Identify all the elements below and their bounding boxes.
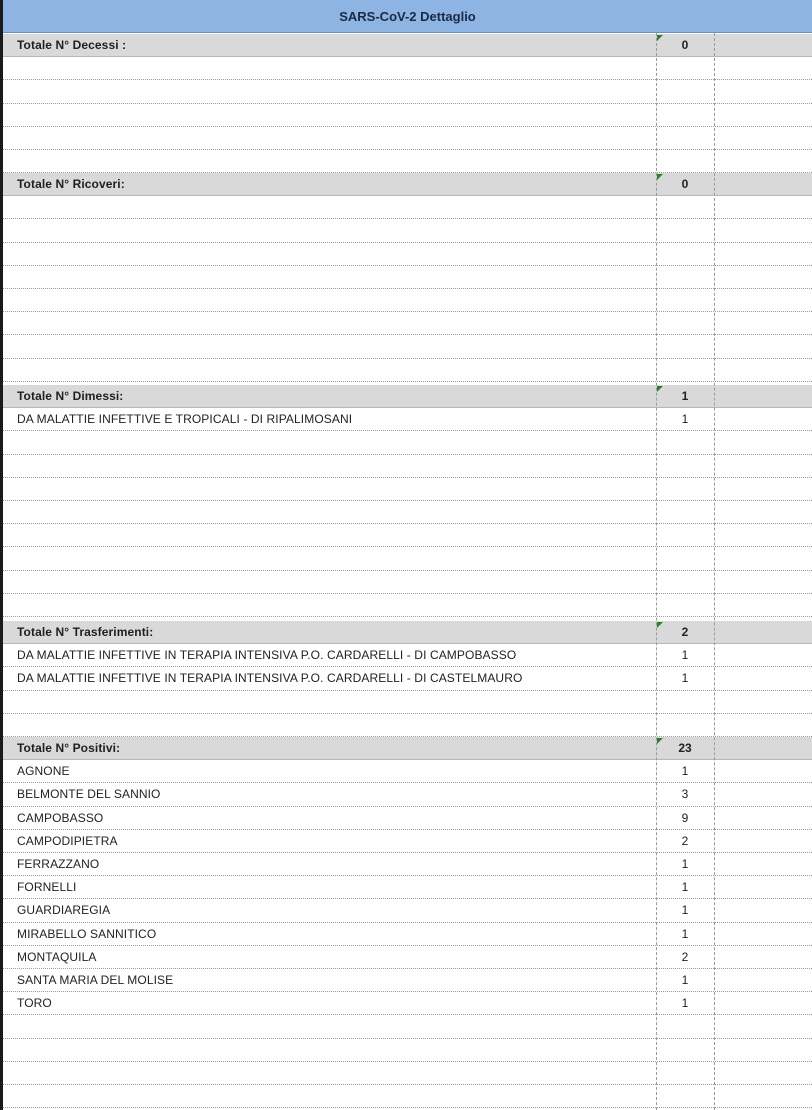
sheet-title: SARS-CoV-2 Dettaglio bbox=[3, 0, 812, 33]
row-value: 1 bbox=[681, 857, 689, 872]
row-label: DA MALATTIE INFETTIVE IN TERAPIA INTENSIVA P.O. CARDARELLI - DI CAMPOBASSO bbox=[17, 648, 517, 663]
table-row bbox=[3, 760, 812, 783]
section-total-positivi: 23 bbox=[678, 741, 692, 756]
table-row bbox=[3, 969, 812, 992]
table-row bbox=[3, 807, 812, 830]
empty-row bbox=[3, 455, 812, 478]
table-row bbox=[3, 830, 812, 853]
table-row bbox=[3, 899, 812, 922]
cell-comment-indicator bbox=[657, 35, 663, 41]
row-value: 1 bbox=[681, 412, 689, 427]
empty-row bbox=[3, 1062, 812, 1085]
row-label: MONTAQUILA bbox=[17, 949, 97, 964]
cell-comment-indicator bbox=[657, 622, 663, 628]
section-total-ricoveri: 0 bbox=[681, 177, 689, 192]
section-label-decessi: Totale N° Decessi : bbox=[17, 38, 127, 53]
empty-row bbox=[3, 219, 812, 242]
empty-row bbox=[3, 289, 812, 312]
empty-row bbox=[3, 243, 812, 266]
section-total-trasferimenti: 2 bbox=[681, 625, 689, 640]
table-row bbox=[3, 876, 812, 899]
section-header-ricoveri bbox=[3, 173, 812, 196]
row-label: MIRABELLO SANNITICO bbox=[17, 926, 157, 941]
row-label: BELMONTE DEL SANNIO bbox=[17, 787, 161, 802]
column-divider-extra bbox=[714, 33, 715, 1110]
table-row bbox=[3, 946, 812, 969]
empty-row bbox=[3, 714, 812, 737]
row-label: SANTA MARIA DEL MOLISE bbox=[17, 973, 174, 988]
empty-row bbox=[3, 196, 812, 219]
table-row bbox=[3, 992, 812, 1015]
table-row bbox=[3, 923, 812, 946]
table-row bbox=[3, 783, 812, 806]
empty-row bbox=[3, 501, 812, 524]
row-label: AGNONE bbox=[17, 764, 70, 779]
row-label: FERRAZZANO bbox=[17, 857, 100, 872]
empty-row bbox=[3, 1085, 812, 1108]
row-label: CAMPODIPIETRA bbox=[17, 833, 118, 848]
section-header-positivi bbox=[3, 737, 812, 760]
section-total-decessi: 0 bbox=[681, 38, 689, 53]
row-label: DA MALATTIE INFETTIVE E TROPICALI - DI RIPALIMOSANI bbox=[17, 412, 353, 427]
empty-row bbox=[3, 150, 812, 173]
section-label-positivi: Totale N° Positivi: bbox=[17, 741, 121, 756]
section-header-trasferimenti bbox=[3, 621, 812, 644]
empty-row bbox=[3, 266, 812, 289]
table-row bbox=[3, 408, 812, 431]
row-label: GUARDIAREGIA bbox=[17, 903, 111, 918]
row-label: TORO bbox=[17, 996, 52, 1011]
cell-comment-indicator bbox=[657, 738, 663, 744]
table-row bbox=[3, 644, 812, 667]
empty-row bbox=[3, 478, 812, 501]
empty-row bbox=[3, 335, 812, 358]
row-value: 1 bbox=[681, 764, 689, 779]
empty-row bbox=[3, 691, 812, 714]
empty-row bbox=[3, 104, 812, 127]
section-label-trasferimenti: Totale N° Trasferimenti: bbox=[17, 625, 154, 640]
row-value: 1 bbox=[681, 903, 689, 918]
empty-row bbox=[3, 127, 812, 150]
row-value: 9 bbox=[681, 810, 689, 825]
row-label: FORNELLI bbox=[17, 880, 77, 895]
row-value: 1 bbox=[681, 648, 689, 663]
empty-row bbox=[3, 57, 812, 80]
row-value: 1 bbox=[681, 996, 689, 1011]
empty-row bbox=[3, 1015, 812, 1038]
section-header-dimessi bbox=[3, 385, 812, 408]
empty-row bbox=[3, 524, 812, 547]
section-label-ricoveri: Totale N° Ricoveri: bbox=[17, 177, 125, 192]
empty-row bbox=[3, 1039, 812, 1062]
table-row bbox=[3, 667, 812, 690]
row-label: DA MALATTIE INFETTIVE IN TERAPIA INTENSIVA P.O. CARDARELLI - DI CASTELMAURO bbox=[17, 671, 523, 686]
table-row bbox=[3, 853, 812, 876]
empty-row bbox=[3, 594, 812, 617]
empty-row bbox=[3, 431, 812, 454]
row-value: 1 bbox=[681, 880, 689, 895]
section-total-dimessi: 1 bbox=[681, 389, 689, 404]
empty-row bbox=[3, 80, 812, 103]
section-label-dimessi: Totale N° Dimessi: bbox=[17, 389, 124, 404]
empty-row bbox=[3, 547, 812, 570]
empty-row bbox=[3, 571, 812, 594]
cell-comment-indicator bbox=[657, 174, 663, 180]
empty-row bbox=[3, 359, 812, 382]
row-label: CAMPOBASSO bbox=[17, 810, 104, 825]
row-value: 1 bbox=[681, 973, 689, 988]
cell-comment-indicator bbox=[657, 386, 663, 392]
column-divider-value bbox=[656, 33, 657, 1110]
row-value: 1 bbox=[681, 671, 689, 686]
row-value: 1 bbox=[681, 926, 689, 941]
empty-row bbox=[3, 312, 812, 335]
section-header-decessi bbox=[3, 34, 812, 57]
row-value: 3 bbox=[681, 787, 689, 802]
row-value: 2 bbox=[681, 833, 689, 848]
row-value: 2 bbox=[681, 949, 689, 964]
sheet-left-border bbox=[0, 0, 3, 1110]
